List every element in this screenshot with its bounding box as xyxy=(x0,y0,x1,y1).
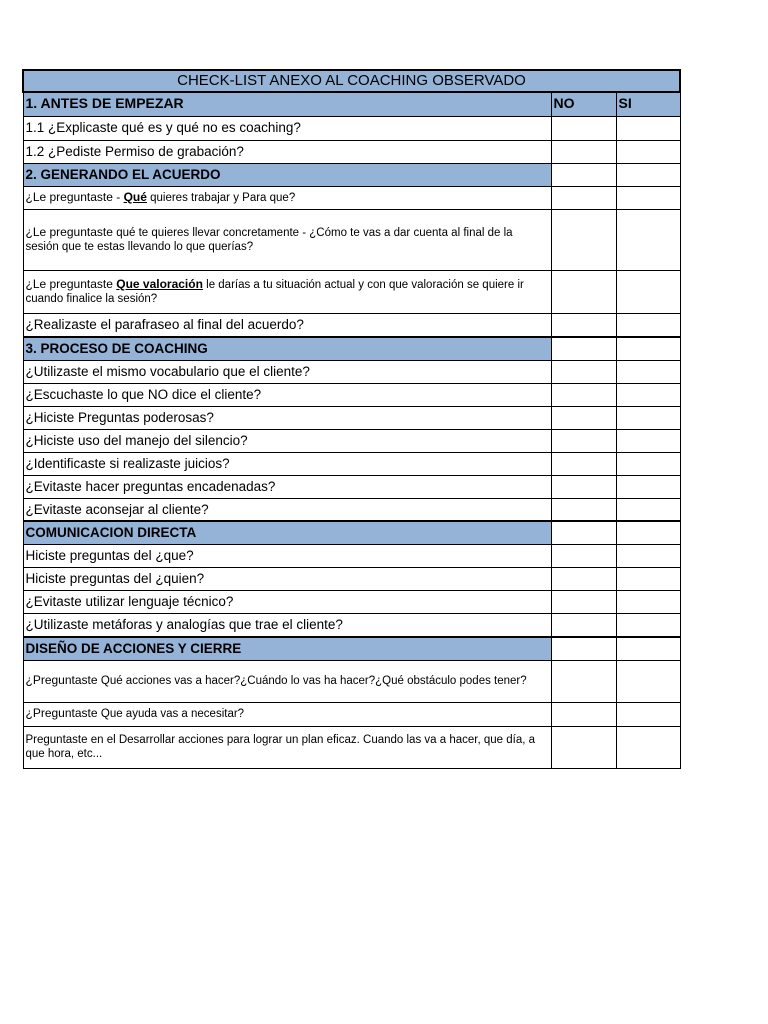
si-checkbox-cell[interactable] xyxy=(616,544,680,567)
question-cell[interactable]: 1.1 ¿Explicaste qué es y qué no es coaching? xyxy=(23,116,551,140)
section-heading-antes[interactable]: 1. ANTES DE EMPEZAR xyxy=(23,92,551,116)
table-row xyxy=(23,140,680,163)
question-rest: qué te quieres llevar concretamente - ¿Cómo te vas a dar cuenta al final de la sesión que te estas llevando lo que querías? xyxy=(25,226,513,253)
si-checkbox-cell[interactable] xyxy=(616,637,680,660)
no-checkbox-cell[interactable] xyxy=(551,337,616,360)
no-checkbox-cell[interactable] xyxy=(551,406,616,429)
table-row xyxy=(23,660,680,702)
section-heading-diseno[interactable]: DISEÑO DE ACCIONES Y CIERRE xyxy=(23,637,551,660)
question-cell[interactable]: ¿Identificaste si realizaste juicios? xyxy=(23,452,551,475)
table-row xyxy=(23,590,680,613)
si-checkbox-cell[interactable] xyxy=(616,452,680,475)
no-checkbox-cell[interactable] xyxy=(551,726,616,768)
question-cell[interactable]: 1.2 ¿Pediste Permiso de grabación? xyxy=(23,140,551,163)
no-checkbox-cell[interactable] xyxy=(551,452,616,475)
question-prefix: ¿Le preguntaste xyxy=(25,276,117,291)
si-checkbox-cell[interactable] xyxy=(616,498,680,521)
question-cell[interactable] xyxy=(23,186,551,209)
si-checkbox-cell[interactable] xyxy=(616,270,680,313)
no-checkbox-cell[interactable] xyxy=(551,702,616,726)
table-row xyxy=(23,186,680,209)
no-checkbox-cell[interactable] xyxy=(551,429,616,452)
no-checkbox-cell[interactable] xyxy=(551,498,616,521)
si-checkbox-cell[interactable] xyxy=(616,337,680,360)
si-checkbox-cell[interactable] xyxy=(616,702,680,726)
question-cell[interactable] xyxy=(23,209,551,270)
question-rest: quieres trabajar y Para que? xyxy=(146,191,296,204)
table-row xyxy=(23,360,680,383)
question-cell[interactable]: ¿Evitaste hacer preguntas encadenadas? xyxy=(23,475,551,498)
emphasis-text: Qué xyxy=(123,189,147,204)
si-checkbox-cell[interactable] xyxy=(616,163,680,186)
si-checkbox-cell[interactable] xyxy=(616,360,680,383)
no-checkbox-cell[interactable] xyxy=(551,140,616,163)
title-row xyxy=(23,70,680,92)
table-row xyxy=(23,544,680,567)
table-row xyxy=(23,313,680,337)
si-checkbox-cell[interactable] xyxy=(616,383,680,406)
no-checkbox-cell[interactable] xyxy=(551,521,616,544)
question-rest: Qué acciones vas a hacer?¿Cuándo lo vas ha hacer?¿Qué obstáculo podes tener? xyxy=(100,675,527,688)
no-checkbox-cell[interactable] xyxy=(551,590,616,613)
question-cell[interactable]: ¿Hiciste uso del manejo del silencio? xyxy=(23,429,551,452)
section-heading-acuerdo[interactable]: 2. GENERANDO EL ACUERDO xyxy=(23,163,551,186)
question-prefix: ¿Le preguntaste xyxy=(25,224,117,239)
question-cell[interactable]: ¿Hiciste Preguntas poderosas? xyxy=(23,406,551,429)
table-row xyxy=(23,702,680,726)
no-checkbox-cell[interactable] xyxy=(551,613,616,637)
column-no-header[interactable]: NO xyxy=(551,92,616,116)
section-heading-comunicacion[interactable]: COMUNICACION DIRECTA xyxy=(23,521,551,544)
no-checkbox-cell[interactable] xyxy=(551,660,616,702)
table-row xyxy=(23,116,680,140)
question-prefix: ¿Preguntaste xyxy=(25,673,101,688)
no-checkbox-cell[interactable] xyxy=(551,209,616,270)
question-cell[interactable]: Hiciste preguntas del ¿quien? xyxy=(23,567,551,590)
section-header-row xyxy=(23,637,680,660)
section-header-row xyxy=(23,163,680,186)
table-row xyxy=(23,270,680,313)
question-cell[interactable]: ¿Realizaste el parafraseo al final del acuerdo? xyxy=(23,313,551,337)
si-checkbox-cell[interactable] xyxy=(616,475,680,498)
si-checkbox-cell[interactable] xyxy=(616,140,680,163)
si-checkbox-cell[interactable] xyxy=(616,406,680,429)
question-cell[interactable]: ¿Evitaste utilizar lenguaje técnico? xyxy=(23,590,551,613)
section-header-row xyxy=(23,337,680,360)
si-checkbox-cell[interactable] xyxy=(616,590,680,613)
no-checkbox-cell[interactable] xyxy=(551,383,616,406)
no-checkbox-cell[interactable] xyxy=(551,270,616,313)
si-checkbox-cell[interactable] xyxy=(616,567,680,590)
no-checkbox-cell[interactable] xyxy=(551,567,616,590)
no-checkbox-cell[interactable] xyxy=(551,544,616,567)
no-checkbox-cell[interactable] xyxy=(551,313,616,337)
no-checkbox-cell[interactable] xyxy=(551,475,616,498)
section-heading-proceso[interactable]: 3. PROCESO DE COACHING xyxy=(23,337,551,360)
question-prefix: ¿Le preguntaste - xyxy=(25,189,124,204)
no-checkbox-cell[interactable] xyxy=(551,360,616,383)
question-cell[interactable] xyxy=(23,660,551,702)
no-checkbox-cell[interactable] xyxy=(551,637,616,660)
section-header-row xyxy=(23,92,680,116)
question-cell[interactable]: ¿Escuchaste lo que NO dice el cliente? xyxy=(23,383,551,406)
question-text: Preguntaste en el Desarrollar acciones para lograr un plan eficaz. Cuando las va a hacer, que día, a que hora, etc... xyxy=(25,734,536,760)
si-checkbox-cell[interactable] xyxy=(616,726,680,768)
si-checkbox-cell[interactable] xyxy=(616,186,680,209)
si-checkbox-cell[interactable] xyxy=(616,313,680,337)
table-row xyxy=(23,613,680,637)
table-row xyxy=(23,383,680,406)
question-cell[interactable] xyxy=(23,726,551,768)
no-checkbox-cell[interactable] xyxy=(551,163,616,186)
no-checkbox-cell[interactable] xyxy=(551,116,616,140)
table-row xyxy=(23,498,680,521)
si-checkbox-cell[interactable] xyxy=(616,116,680,140)
emphasis-text: Que valoración xyxy=(116,276,203,291)
section-header-row xyxy=(23,521,680,544)
question-rest: Que ayuda vas a necesitar? xyxy=(100,708,245,721)
table-row xyxy=(23,209,680,270)
table-row xyxy=(23,429,680,452)
question-cell[interactable]: ¿Utilizaste el mismo vocabulario que el cliente? xyxy=(23,360,551,383)
column-si-header[interactable]: SI xyxy=(616,92,680,116)
si-checkbox-cell[interactable] xyxy=(616,660,680,702)
si-checkbox-cell[interactable] xyxy=(616,429,680,452)
si-checkbox-cell[interactable] xyxy=(616,209,680,270)
question-cell[interactable]: Hiciste preguntas del ¿que? xyxy=(23,544,551,567)
question-cell[interactable]: ¿Utilizaste metáforas y analogías que trae el cliente? xyxy=(23,613,551,637)
question-cell[interactable]: ¿Evitaste aconsejar al cliente? xyxy=(23,498,551,521)
table-row xyxy=(23,567,680,590)
question-cell[interactable] xyxy=(23,270,551,313)
no-checkbox-cell[interactable] xyxy=(551,186,616,209)
si-checkbox-cell[interactable] xyxy=(616,521,680,544)
question-cell[interactable] xyxy=(23,702,551,726)
table-row xyxy=(23,406,680,429)
table-row xyxy=(23,452,680,475)
question-prefix: ¿Preguntaste xyxy=(25,706,101,721)
question-rest: le darías a tu situación actual y con que valoración se quiere ir cuando finalice la sesión? xyxy=(25,278,524,305)
si-checkbox-cell[interactable] xyxy=(616,613,680,637)
table-row xyxy=(23,726,680,768)
table-row xyxy=(23,475,680,498)
checklist-table xyxy=(22,69,681,769)
sheet-title[interactable]: CHECK-LIST ANEXO AL COACHING OBSERVADO xyxy=(23,70,680,92)
